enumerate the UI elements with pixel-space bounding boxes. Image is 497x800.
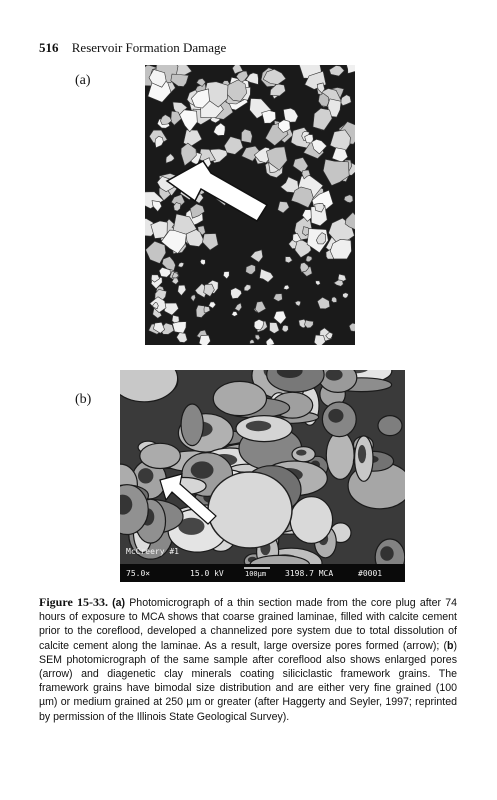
sem-frame-number: #0001 xyxy=(358,569,383,578)
sem-pore-shape xyxy=(191,461,214,478)
sem-grain-shape xyxy=(181,404,203,446)
grain-shape xyxy=(331,297,336,303)
page-header xyxy=(39,40,226,56)
sem-code: 3198.7 MCA xyxy=(285,569,334,578)
sem-pore-shape xyxy=(138,468,153,483)
sem-sample-label: McCreery #1 xyxy=(126,547,179,556)
sem-grain-shape xyxy=(326,432,354,480)
grain-shape xyxy=(314,335,325,345)
caption-part-b-tag: b xyxy=(446,639,454,652)
grain-shape xyxy=(199,335,210,345)
grain-shape xyxy=(172,322,186,334)
caption-part-a-tag: (a) xyxy=(112,597,126,609)
figure-number: Figure 15-33. xyxy=(39,595,108,609)
sem-scale-label: 100µm xyxy=(245,570,267,578)
sem-grain-shape xyxy=(213,381,266,415)
sem-grain-shape xyxy=(140,443,181,468)
thin-section-photomicrograph xyxy=(145,65,355,345)
panel-a-label: (a) xyxy=(75,73,91,88)
panel-b-label: (b) xyxy=(75,392,92,407)
thin-section-image xyxy=(145,65,355,345)
figure-caption xyxy=(39,595,457,724)
sem-magnification: 75.0× xyxy=(126,569,151,578)
sem-grain-shape xyxy=(378,416,402,436)
caption-part-b-text: ) SEM photomicrograph of the same sample after coreflood also shows enlarged pores (arrow) and diagenetic clay minerals coating siliciclastic framework grains. The framework grains have bimodal size distribution and are either very fine grained (100 µm) or medium grained at 250 µm or greater (after Haggerty and Seyler, 1997; reprinted by permission of the Illinois State Geological Survey). xyxy=(39,639,457,723)
sem-pore-shape xyxy=(358,445,366,463)
grain-shape xyxy=(282,325,288,332)
sem-voltage: 15.0 kV xyxy=(190,569,224,578)
sem-image xyxy=(120,370,405,582)
page-number: 516 xyxy=(39,40,59,55)
sem-pore-shape xyxy=(296,450,306,456)
running-title: Reservoir Formation Damage xyxy=(71,40,227,55)
sem-pore-shape xyxy=(246,421,271,431)
sem-grain-shape xyxy=(290,497,332,544)
sem-photomicrograph xyxy=(120,370,405,582)
sem-pore-shape xyxy=(328,409,343,423)
caption-part-a-text: Photomicrograph of a thin section made from the core plug after 74 hours of exposure to MCA shows that coarse grained laminae, filled with calcite cement prior to the coreflood, developed a channelized pore system due to total dissolution of calcite cement along the laminae. As a result, large oversize pores formed (arrow); ( xyxy=(39,597,457,652)
sem-pore-shape xyxy=(380,546,393,561)
grain-shape xyxy=(241,129,252,143)
sem-large-grain xyxy=(208,472,292,548)
